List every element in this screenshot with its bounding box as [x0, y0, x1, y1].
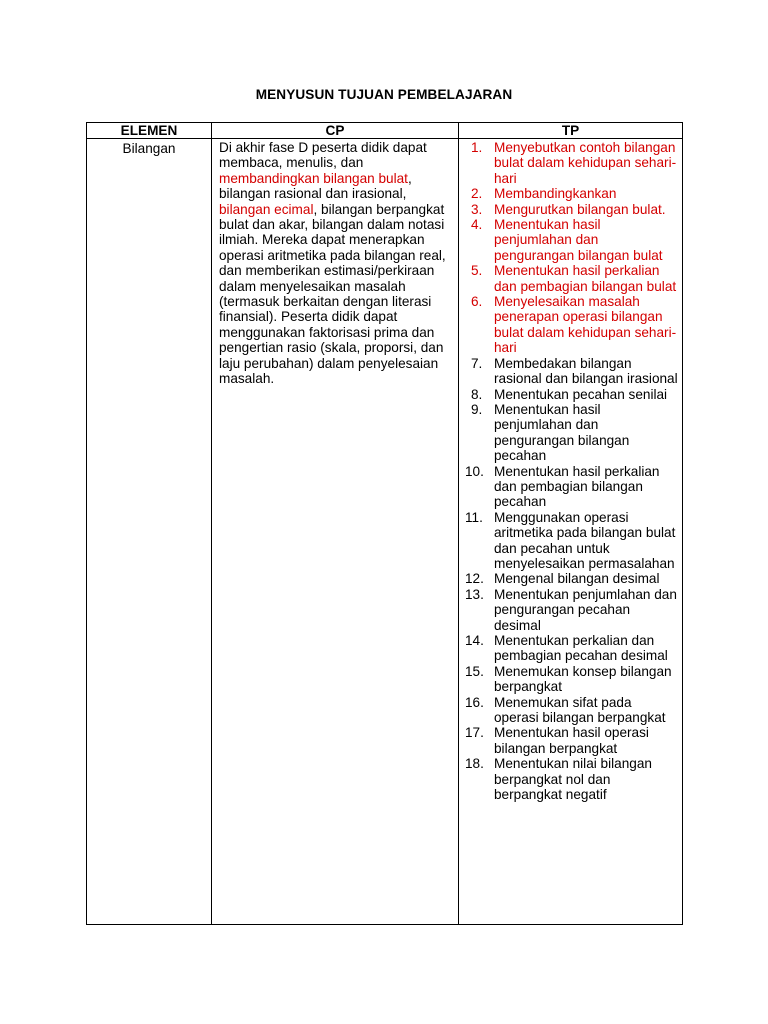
tp-list-item: [465, 725, 678, 756]
tp-item-text: Mengurutkan bilangan bulat.: [494, 201, 666, 217]
tp-item-number: 15.: [465, 663, 484, 679]
tp-item-text: Menentukan nilai bilangan berpangkat nol dan berpangkat negatif: [494, 756, 652, 803]
tp-item-text: Menemukan konsep bilangan berpangkat: [494, 663, 672, 695]
tp-item-number: 7.: [471, 355, 483, 371]
tp-list-item: [465, 756, 678, 802]
cp-text-segment: , bilangan berpangkat bulat dan akar, bilangan dalam notasi ilmiah. Mereka dapat menerapkan operasi aritmetika pada bilangan real, dan memberikan estimasi/perkiraan dalam menyelesaikan masalah (termasuk berkaitan dengan literasi finansial). Peserta didik dapat menggunakan faktorisasi prima dan pengertian rasio (skala, proporsi, dan laju perubahan) dalam penyelesaian masalah.: [219, 201, 446, 387]
tp-item-text: Menentukan pecahan senilai: [494, 386, 668, 402]
cp-highlight-segment: bilangan ecimal: [219, 201, 314, 217]
header-elemen: ELEMEN: [87, 123, 212, 139]
tp-item-number: 5.: [471, 263, 483, 279]
tp-item-number: 1.: [471, 140, 483, 155]
tp-list-item: [465, 294, 678, 356]
tp-item-number: 8.: [471, 386, 483, 402]
tp-list-item: [465, 510, 678, 572]
cp-highlight-segment: membandingkan bilangan bulat: [219, 170, 408, 186]
elemen-cell: Bilangan: [87, 139, 212, 925]
tp-item-number: 3.: [471, 201, 483, 217]
tp-item-number: 6.: [471, 294, 483, 310]
tp-item-number: 11.: [465, 509, 483, 525]
tp-item-number: 17.: [465, 725, 484, 741]
tp-item-text: Menentukan hasil operasi bilangan berpangkat: [494, 725, 649, 756]
tp-list-item: [465, 356, 678, 387]
tp-item-text: Mengenal bilangan desimal: [494, 571, 660, 587]
tp-item-text: Menentukan hasil perkalian dan pembagian bilangan bulat: [494, 263, 677, 294]
tp-list-item: [465, 140, 678, 186]
tp-cell: [459, 139, 683, 925]
document-title: MENYUSUN TUJUAN PEMBELAJARAN: [255, 87, 513, 102]
tp-item-text: Menentukan perkalian dan pembagian pecahan desimal: [494, 633, 668, 664]
tp-item-number: 18.: [465, 756, 484, 772]
tp-item-text: Menyelesaikan masalah penerapan operasi bilangan bulat dalam kehidupan sehari-hari: [494, 294, 677, 356]
tp-item-text: Menentukan penjumlahan dan pengurangan pecahan desimal: [494, 586, 677, 633]
tp-item-number: 13.: [465, 586, 484, 602]
tp-item-text: Menentukan hasil penjumlahan dan pengurangan bilangan pecahan: [494, 401, 630, 464]
tp-item-number: 9.: [471, 401, 483, 417]
tp-list-item: [465, 217, 678, 263]
tp-list-item: [465, 202, 678, 217]
table-row: [87, 139, 683, 925]
tp-list-item: [465, 186, 678, 201]
tp-list-item: [465, 571, 678, 586]
tp-item-number: 4.: [471, 217, 483, 233]
tp-list-item: [465, 387, 678, 402]
tp-item-number: 10.: [465, 463, 484, 479]
tp-list-item: [465, 464, 678, 510]
learning-objectives-table: [86, 122, 683, 925]
tp-list: [465, 140, 678, 802]
cp-cell: [212, 139, 459, 925]
tp-list-item: [465, 263, 678, 294]
cp-text-segment: , bilangan rasional dan irasional,: [219, 170, 412, 202]
tp-list-item: [465, 664, 678, 695]
tp-item-text: Menentukan hasil penjumlahan dan pengurangan bilangan bulat: [494, 217, 663, 263]
table-header-row: [87, 123, 683, 139]
tp-list-item: [465, 587, 678, 633]
tp-item-text: Menentukan hasil perkalian dan pembagian bilangan pecahan: [494, 463, 660, 510]
cp-text-segment: Di akhir fase D peserta didik dapat membaca, menulis, dan: [219, 140, 427, 171]
tp-item-number: 2.: [471, 186, 483, 202]
tp-list-item: [465, 633, 678, 664]
tp-item-number: 14.: [465, 633, 484, 648]
header-cp: CP: [212, 123, 459, 139]
tp-item-number: 16.: [465, 694, 484, 710]
tp-item-text: Membandingkankan: [494, 186, 617, 202]
tp-list-item: [465, 695, 678, 726]
tp-item-text: Membedakan bilangan rasional dan bilangan irasional: [494, 355, 678, 387]
header-tp: TP: [459, 123, 683, 139]
tp-item-number: 12.: [465, 571, 484, 587]
tp-item-text: Menggunakan operasi aritmetika pada bilangan bulat dan pecahan untuk menyelesaikan permasalahan: [494, 509, 676, 571]
tp-list-item: [465, 402, 678, 464]
tp-item-text: Menemukan sifat pada operasi bilangan berpangkat: [494, 694, 666, 726]
tp-item-text: Menyebutkan contoh bilangan bulat dalam kehidupan sehari-hari: [494, 140, 677, 186]
